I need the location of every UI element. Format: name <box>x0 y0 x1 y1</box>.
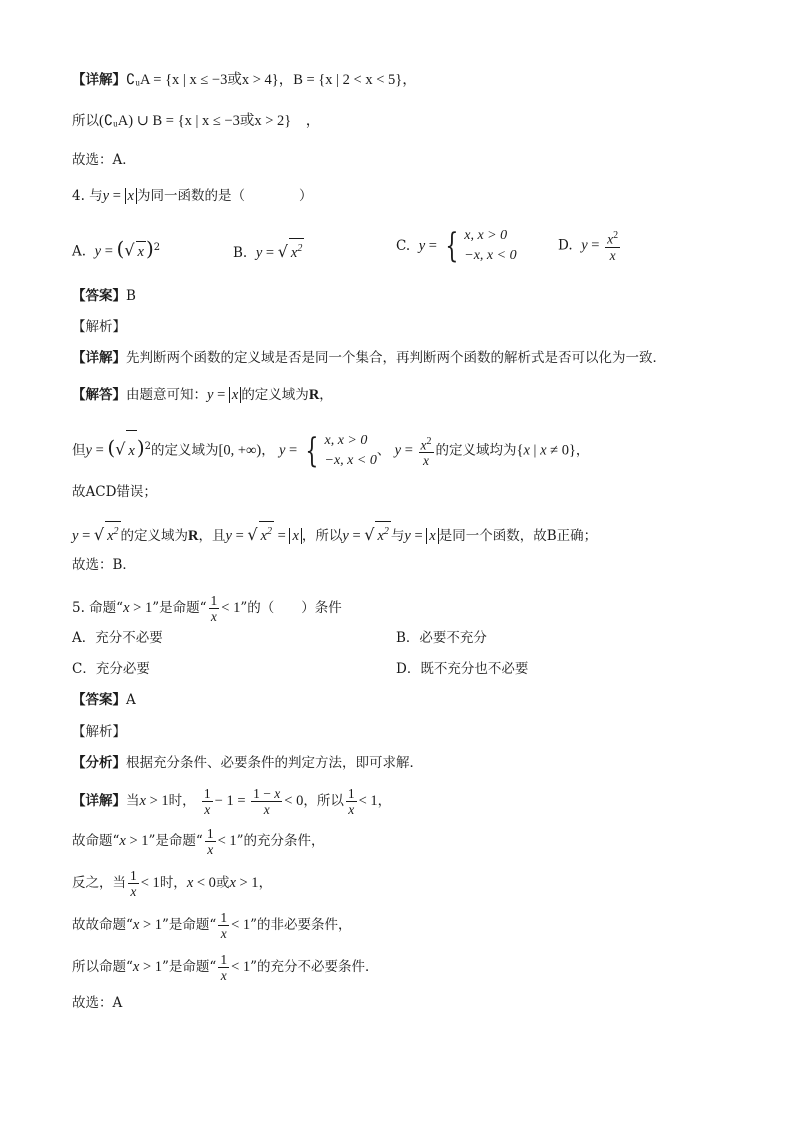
q4-solution-2: 但y = (√ x )$^2$的定义域为[0, +∞)， y = { x, x > 0 −x, x < 0 、 y = $\frac{x^2}{x}$ 的定义域均为{x | x ≠ 0}， <box>72 431 590 471</box>
q4-option-b: B. y = √ $x^2$ <box>233 238 304 263</box>
set-expression: ∁ᵤA = {x | x ≤ −3或x > 4}，B = {x | 2 < x < 5}， <box>126 72 417 88</box>
q4-option-c: C. y = { x, x > 0 −x, x < 0 <box>396 226 517 266</box>
q5-analysis: 【分析】根据充分条件、必要条件的判定方法，即可求解． <box>72 755 423 771</box>
q4-option-a: A. y = (√ x )$^2$ <box>72 236 161 261</box>
q4-select: 故选：B． <box>72 557 136 573</box>
q5-detail-5: 所以命题“x > 1”是命题“ $\frac{1}{x}$ < 1”的充分不必要条件． <box>72 952 379 983</box>
q5-option-a: A．充分不必要 <box>72 630 163 646</box>
q5-detail-1: 【详解】当x > 1时， $\frac{1}{x}$ − 1 = $\frac{1 - x}{x}$ < 0，所以 $\frac{1}{x}$ < 1， <box>72 786 392 817</box>
union-expression: (∁ᵤA) ∪ B = {x | x ≤ −3或x > 2} ， <box>99 113 321 129</box>
q5-detail-4: 故故命题“x > 1”是命题“ $\frac{1}{x}$ < 1”的非必要条件， <box>72 910 352 941</box>
q4-detail: 【详解】先判断两个函数的定义域是否是同一个集合，再判断两个函数的解析式是否可以化为一致． <box>72 350 666 366</box>
q4-solution-3: 故ACD错误； <box>72 484 157 500</box>
detail-line-2: 所以(∁ᵤA) ∪ B = {x | x ≤ −3或x > 2} ， <box>72 113 321 129</box>
q5-option-c: C．充分必要 <box>72 661 150 677</box>
q5-answer: 【答案】A <box>72 692 136 708</box>
detail-line-1 <box>72 70 417 90</box>
q5-detail-3: 反之，当 $\frac{1}{x}$ < 1时，x < 0或x > 1， <box>72 868 273 899</box>
q4-answer: 【答案】B <box>72 288 136 304</box>
q5-select: 故选：A <box>72 995 123 1011</box>
q5-detail-2: 故命题“x > 1”是命题“ $\frac{1}{x}$ < 1”的充分条件， <box>72 826 325 857</box>
question-4: 4. 与y = x 为同一函数的是（ ） <box>72 188 313 204</box>
detail-tag: 【详解】 <box>72 72 126 88</box>
q4-option-d: D. y = $\frac{x^2}{x}$ <box>558 230 619 263</box>
q5-analysis-heading: 【解析】 <box>72 724 126 740</box>
q4-solution-1: 【解答】由题意可知：y = x 的定义域为R， <box>72 387 333 403</box>
q4-solution-4: y = √ $x^2$ 的定义域为R，且y = √ $x^2 = x$ ，所以y = √ $x^2$ 与y = x 是同一个函数，故B正确； <box>72 521 597 546</box>
q5-option-b: B．必要不充分 <box>396 630 487 646</box>
answer-select-3: 故选：A． <box>72 152 136 168</box>
question-5: 5. 命题“x > 1”是命题“ $\frac{1}{x}$ < 1”的（ ）条件 <box>72 593 342 624</box>
q4-analysis-heading: 【解析】 <box>72 319 126 335</box>
q5-option-d: D．既不充分也不必要 <box>396 661 529 677</box>
